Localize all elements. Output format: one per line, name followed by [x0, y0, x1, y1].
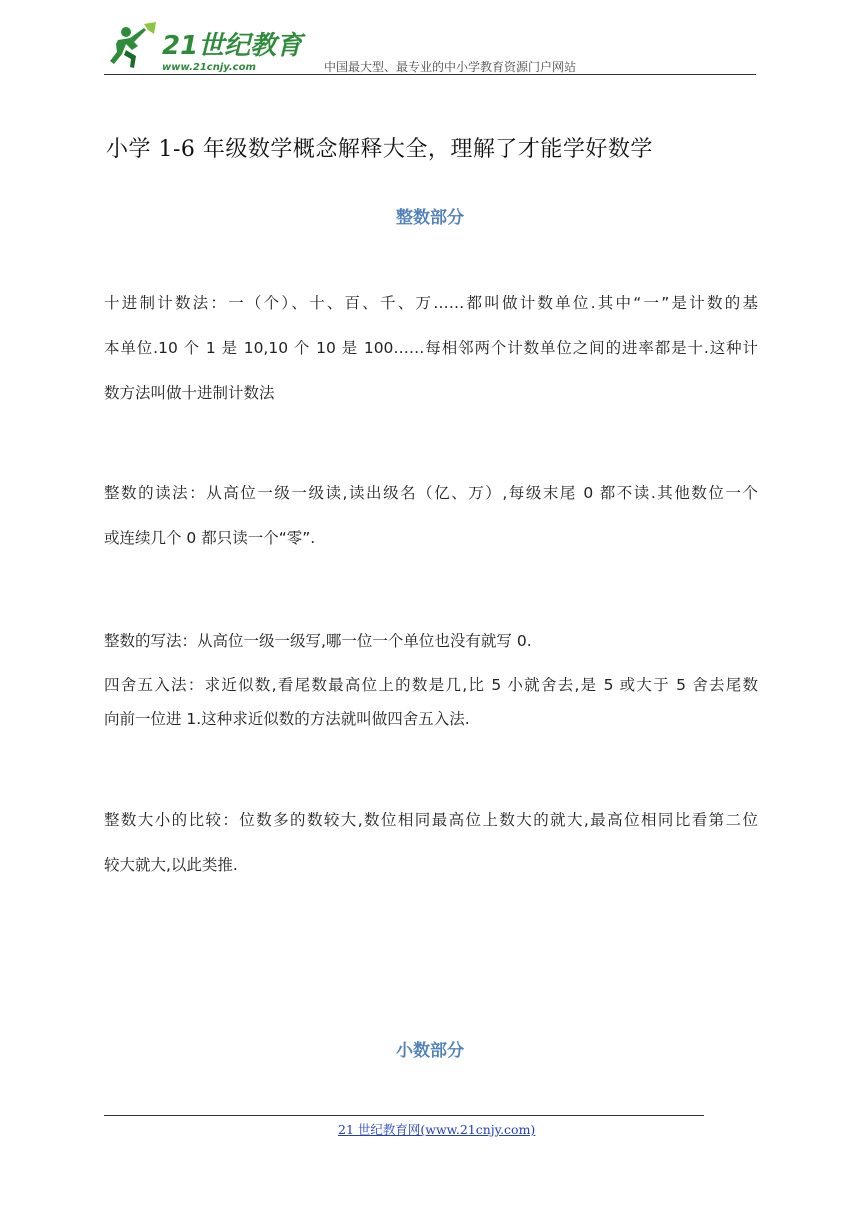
document-title: 小学 1-6 年级数学概念解释大全，理解了才能学好数学 [106, 137, 653, 162]
paragraph-line: 数方法叫做十进制计数法 [104, 384, 275, 402]
footer-divider [104, 1115, 704, 1116]
paragraph-comparison [104, 798, 758, 888]
header-slogan: 中国最大型、最专业的中小学教育资源门户网站 [324, 60, 577, 74]
paragraph-line: 向前一位进 1.这种求近似数的方法就叫做四舍五入法. [104, 710, 470, 728]
paragraph-line: 整数的读法：从高位一级一级读,读出级名（亿、万）,每级末尾 0 都不读.其他数位一个 [104, 484, 758, 502]
paragraph-rounding [104, 668, 758, 736]
page-header [104, 20, 756, 75]
section-heading-integer: 整数部分 [396, 208, 464, 228]
paragraph-line: 整数大小的比较：位数多的数较大,数位相同最高位上数大的就大,最高位相同比看第二位 [104, 811, 758, 829]
paragraph-line: 四舍五入法：求近似数,看尾数最高位上的数是几,比 5 小就舍去,是 5 或大于 5 舍去尾数 [104, 676, 758, 694]
paragraph-line: 整数的写法：从高位一级一级写,哪一位一个单位也没有就写 0. [104, 632, 532, 650]
paragraph-reading [104, 471, 758, 561]
paragraph-line: 较大就大,以此类推. [104, 856, 238, 874]
site-logo [104, 20, 314, 74]
runner-icon [110, 22, 156, 68]
paragraph-line: 或连续几个 0 都只读一个“零”. [104, 529, 316, 547]
paragraph-decimal-system [104, 281, 758, 416]
logo-wordmark: 21世纪教育 [162, 31, 303, 61]
paragraph-line: 十进制计数法：一（个）、十、百、千、万……都叫做计数单位.其中“一”是计数的基 [104, 294, 758, 312]
paragraph-writing [104, 624, 758, 658]
paragraph-line: 本单位.10 个 1 是 10,10 个 10 是 100……每相邻两个计数单位之间的进率都是十.这种计 [104, 339, 758, 357]
footer-site-link[interactable]: 21 世纪教育网(www.21cnjy.com) [338, 1122, 536, 1137]
logo-url: www.21cnjy.com [162, 62, 256, 73]
section-heading-decimal: 小数部分 [396, 1041, 464, 1061]
